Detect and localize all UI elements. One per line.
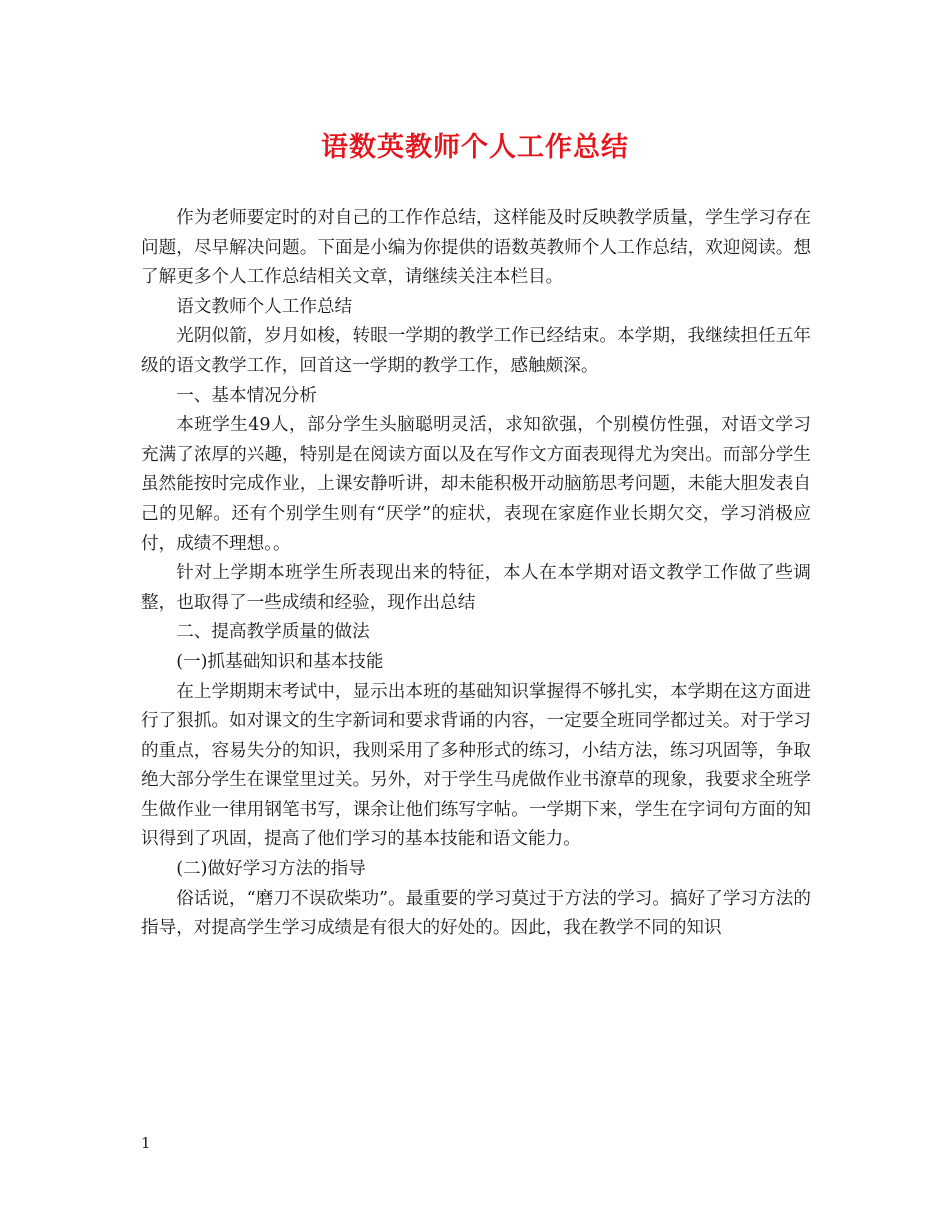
section-heading-teaching-quality: 二、提高教学质量的做法 [176, 622, 370, 643]
paragraph-class-analysis: 本班学生49人，部分学生头脑聪明灵活，求知欲强，个别模仿性强，对语文学习充满了浓厚的兴趣，特别是在阅读方面以及在写作文方面表现得尤为突出。而部分学生虽然能按时完成作业，上课安静听讲，却未能积极开动脑筋思考问题，未能大胆发表自己的见解。还有个别学生则有“厌学”的症状，表现在家庭作业长期欠交，学习消极应付，成绩不理想。。 [141, 415, 811, 554]
section-heading-chinese-teacher: 语文教师个人工作总结 [176, 296, 353, 317]
document-body [141, 204, 811, 944]
document-title: 语数英教师个人工作总结 [321, 132, 629, 163]
subsection-heading-study-methods: (二)做好学习方法的指导 [176, 859, 366, 880]
paragraph-opening: 光阴似箭，岁月如梭，转眼一学期的教学工作已经结束。本学期，我继续担任五年级的语文教学工作，回首这一学期的教学工作，感触颇深。 [141, 326, 811, 376]
paragraph-intro: 作为老师要定时的对自己的工作作总结，这样能及时反映教学质量，学生学习存在问题，尽早解决问题。下面是小编为你提供的语数英教师个人工作总结，欢迎阅读。想了解更多个人工作总结相关文章，请继续关注本栏目。 [141, 208, 811, 288]
paragraph-study-methods: 俗话说，“磨刀不误砍柴功”。最重要的学习莫过于方法的学习。搞好了学习方法的指导，对提高学生学习成绩是有很大的好处的。因此，我在教学不同的知识 [141, 888, 811, 939]
section-heading-basic-situation: 一、基本情况分析 [176, 385, 317, 406]
paragraph-adjustment: 针对上学期本班学生所表现出来的特征，本人在本学期对语文教学工作做了些调整，也取得了一些成绩和经验，现作出总结 [141, 563, 811, 613]
page-number: 1 [141, 1134, 151, 1152]
subsection-heading-basic-skills: (一)抓基础知识和基本技能 [176, 651, 384, 672]
paragraph-basic-skills: 在上学期期末考试中，显示出本班的基础知识掌握得不够扎实，本学期在这方面进行了狠抓。如对课文的生字新词和要求背诵的内容，一定要全班同学都过关。对于学习的重点，容易失分的知识，我则采用了多种形式的练习，小结方法，练习巩固等，争取绝大部分学生在课堂里过关。另外，对于学生马虎做作业书潦草的现象，我要求全班学生做作业一律用钢笔书写，课余让他们练写字帖。一学期下来，学生在字词句方面的知识得到了巩固，提高了他们学习的基本技能和语文能力。 [141, 681, 811, 850]
